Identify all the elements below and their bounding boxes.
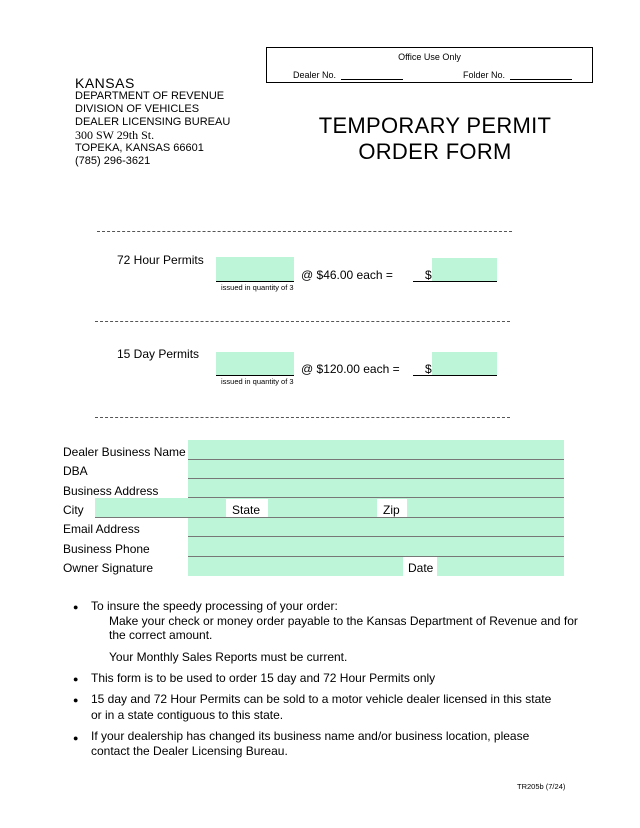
permit-15day-price: @ $120.00 each = <box>301 362 400 376</box>
instruction-payment-line2: the correct amount. <box>109 628 213 642</box>
permit-72hr-price: @ $46.00 each = <box>301 268 393 282</box>
owner-signature-label: Owner Signature <box>63 561 154 575</box>
permit-15day-label: 15 Day Permits <box>117 347 200 361</box>
business-address-input[interactable] <box>188 497 564 498</box>
bullet-icon: ● <box>73 674 79 684</box>
agency-phone: (785) 296-3621 <box>75 155 151 167</box>
agency-department: DEPARTMENT OF REVENUE <box>75 90 225 102</box>
permit-15day-quantity-input[interactable] <box>216 352 294 376</box>
separator-middle <box>95 321 510 322</box>
city-input-extension[interactable] <box>95 498 188 517</box>
agency-city: TOPEKA, KANSAS 66601 <box>75 142 204 154</box>
dealer-no-field[interactable] <box>341 79 403 80</box>
permit-15day-total-input[interactable] <box>432 352 497 375</box>
separator-bottom <box>95 417 510 418</box>
bullet-icon: ● <box>73 733 79 743</box>
instruction-eligibility-line2: or in a state contiguous to this state. <box>91 708 284 722</box>
agency-street: 300 SW 29th St. <box>75 128 155 142</box>
office-use-box <box>266 47 593 83</box>
instruction-permit-types: This form is to be used to order 15 day and 72 Hour Permits only <box>91 671 436 685</box>
business-name-label: Dealer Business Name <box>63 445 186 459</box>
permit-72hr-currency: $ <box>425 268 432 282</box>
form-number: TR205b (7/24) <box>517 782 566 791</box>
instruction-payment-line1: Make your check or money order payable to the Kansas Department of Revenue and for <box>109 614 578 628</box>
separator-top <box>97 231 512 232</box>
form-title-line1: TEMPORARY PERMIT <box>318 113 552 138</box>
permit-15day-currency: $ <box>425 362 432 376</box>
business-name-input[interactable] <box>188 459 564 460</box>
bullet-icon: ● <box>73 602 79 612</box>
city-state-zip-input[interactable] <box>95 517 564 518</box>
agency-state: KANSAS <box>75 75 135 91</box>
permit-72hr-quantity-note: issued in quantity of 3 <box>221 283 294 292</box>
email-input[interactable] <box>188 536 564 537</box>
city-label: City <box>63 503 84 517</box>
instruction-changes-line1: If your dealership has changed its business name and/or business location, please <box>91 729 530 743</box>
permit-72hr-label: 72 Hour Permits <box>117 253 204 267</box>
bullet-icon: ● <box>73 695 79 705</box>
permit-72hr-quantity-input[interactable] <box>216 257 294 282</box>
form-title <box>290 113 580 165</box>
permit-15day-quantity-note: issued in quantity of 3 <box>221 377 294 386</box>
form-title-line2: ORDER FORM <box>358 139 512 164</box>
business-phone-label: Business Phone <box>63 542 150 556</box>
instruction-changes-line2: contact the Dealer Licensing Bureau. <box>91 744 288 758</box>
agency-bureau: DEALER LICENSING BUREAU <box>75 116 231 128</box>
instruction-eligibility-line1: 15 day and 72 Hour Permits can be sold to a motor vehicle dealer licensed in this state <box>91 692 552 706</box>
instruction-processing-heading: To insure the speedy processing of your order: <box>91 599 338 613</box>
agency-address-block <box>75 77 230 168</box>
zip-label: Zip <box>377 499 407 517</box>
office-use-title: Office Use Only <box>398 52 461 62</box>
state-label: State <box>226 499 268 517</box>
business-phone-input[interactable] <box>188 556 564 557</box>
permit-72hr-total-input[interactable] <box>432 258 497 281</box>
dba-label: DBA <box>63 464 88 478</box>
agency-division: DIVISION OF VEHICLES <box>75 103 200 115</box>
folder-no-label: Folder No. <box>463 70 506 80</box>
dba-input[interactable] <box>188 478 564 479</box>
instruction-sales-reports: Your Monthly Sales Reports must be current. <box>109 650 348 664</box>
email-label: Email Address <box>63 522 140 536</box>
business-address-label: Business Address <box>63 484 159 498</box>
dealer-no-label: Dealer No. <box>293 70 337 80</box>
folder-no-field[interactable] <box>510 79 572 80</box>
date-label: Date <box>403 557 437 576</box>
